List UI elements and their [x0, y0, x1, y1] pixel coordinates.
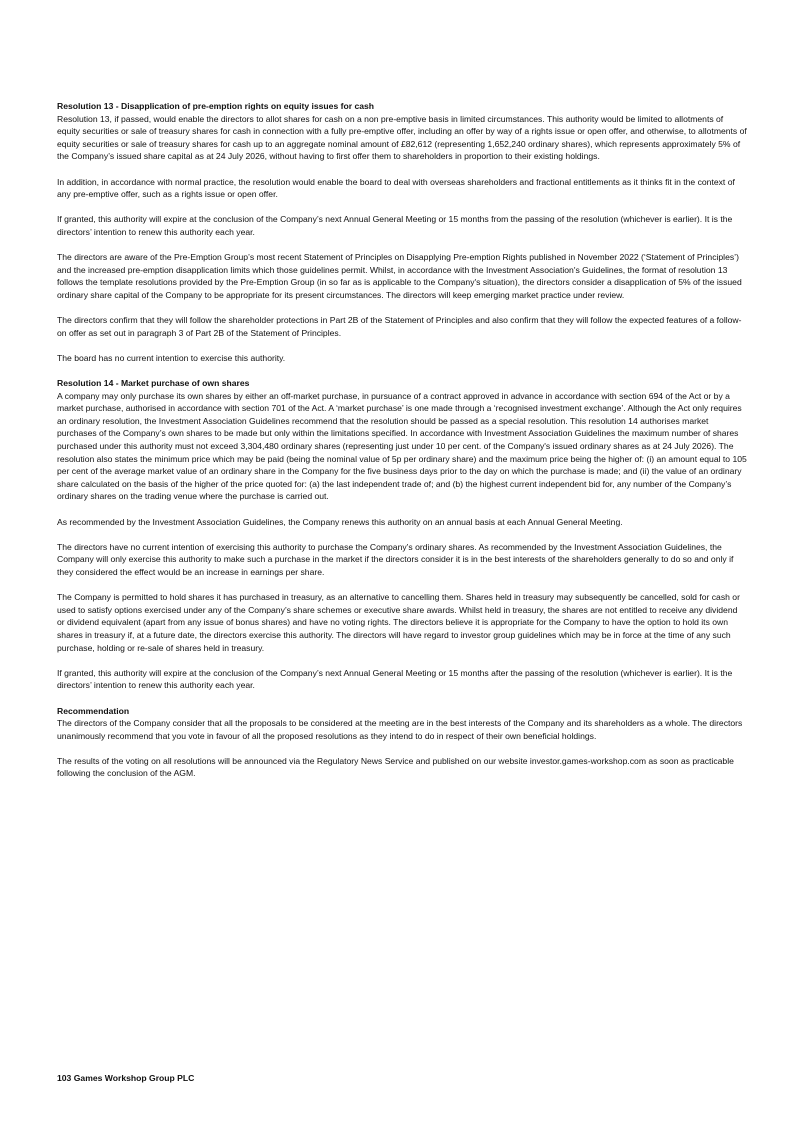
- paragraph: The results of the voting on all resolutions will be announced via the Regulatory News Service and published on our website investor.games-workshop.com as soon as practicable following the conclusion of the AGM.: [57, 755, 734, 779]
- paragraph: A company may only purchase its own shares by either an off-market purchase, in pursuance of a contract approved in advance in accordance with section 694 of the Act or by a market purchase, authorised in accordance with section 701 of the Act. A ‘market purchase’ is one made through a ‘recognised investment exchange’. Although the Act only requires an ordinary resolution, the Investment Association Guidelines recommend that the resolution should be passed as a special resolution. This resolution 14 authorises market purchases of the Company’s own shares to be made but only within the limitations specified. In accordance with Investment Association Guidelines the maximum number of shares purchased under this authority must not exceed 3,304,480 ordinary shares (representing just under 10 per cent. of the Company's issued ordinary shares as at 24 July 2026). The resolution also states the minimum price which may be paid (being the nominal value of 5p per ordinary share) and the maximum price being the higher of: (i) an amount equal to 105 per cent of the average market value of an ordinary share in the Company for the five business days prior to the day on which the purchase is made; and (ii) the value of an ordinary share calculated on the basis of the higher of the price quoted for: (a) the last independent trade of; and (b) the highest current independent bid for, any number of the Company’s ordinary shares on the trading venue where the purchase is carried out.: [57, 390, 747, 502]
- paragraph: The directors have no current intention of exercising this authority to purchase the Company’s ordinary shares. As recommended by the Investment Association Guidelines, the Company will only exercise this authority to make such a purchase in the market if the directors consider it is in the best interests of the shareholders generally to do so and only if they considered the effect would be an increase in earnings per share.: [57, 541, 734, 577]
- document-body: [57, 100, 747, 793]
- paragraph: As recommended by the Investment Association Guidelines, the Company renews this authority on an annual basis at each Annual General Meeting.: [57, 516, 623, 527]
- section-resolution-13: [57, 100, 747, 364]
- paragraph: The Company is permitted to hold shares it has purchased in treasury, as an alternative to cancelling them. Shares held in treasury may subsequently be cancelled, sold for cash or used to satisfy options exercised under any of the Company’s share schemes or executive share awards. Whilst held in treasury, the shares are not entitled to receive any dividend or dividend equivalent (apart from any issue of bonus shares) and have no voting rights. The directors believe it is appropriate for the Company to have the option to hold its own shares in treasury if, at a future date, the directors exercise this authority. The directors will have regard to investor group guidelines which may be in force at the time of any such purchase, holding or re-sale of shares held in treasury.: [57, 592, 740, 653]
- paragraph: The directors confirm that they will follow the shareholder protections in Part 2B of the Statement of Principles and also confirm that they will follow the expected features of a follow-on offer as set out in paragraph 3 of Part 2B of the Statement of Principles.: [57, 315, 742, 338]
- paragraph: In addition, in accordance with normal practice, the resolution would enable the board to deal with overseas shareholders and fractional entitlements as it thinks fit in the context of any pre-emptive offer, such as a rights issue or open offer.: [57, 176, 735, 200]
- paragraph: Resolution 13, if passed, would enable the directors to allot shares for cash on a non pre-emptive basis in limited circumstances. This authority would be limited to allotments of equity securities or sale of treasury shares for cash in connection with a fully pre-emptive offer, including an offer by way of a rights issue or open offer, and otherwise, to allotments of equity securities or sale of treasury shares for cash up to an aggregate nominal amount of £82,612 (representing 1,652,240 ordinary shares), which represents approximately 5% of the Company’s issued share capital as at 24 July 2026, without having to first offer them to shareholders in proportion to their existing holdings.: [57, 113, 747, 162]
- section-heading: Recommendation: [57, 705, 130, 716]
- section-recommendation: [57, 705, 747, 781]
- section-resolution-14: [57, 377, 747, 692]
- section-heading: Resolution 13 - Disapplication of pre-emption rights on equity issues for cash: [57, 101, 375, 111]
- paragraph: If granted, this authority will expire at the conclusion of the Company’s next Annual General Meeting or 15 months from the passing of the resolution (whichever is earlier). It is the directors’ intention to renew this authority each year.: [57, 214, 733, 237]
- paragraph: The directors are aware of the Pre-Emption Group’s most recent Statement of Principles on Disapplying Pre-emption Rights published in November 2022 (‘Statement of Principles’) and the increased pre-emption disapplication limits which those guidelines permit. Whilst, in accordance with the Investment Association's Guidelines, the format of resolution 13 follows the template resolutions provided by the Pre-Emption Group (in so far as is applicable to the Company's situation), the directors consider a disapplication of 5% of the issued ordinary share capital of the Company to be appropriate for its present circumstances. The directors will keep emerging market practice under review.: [57, 252, 742, 300]
- page-footer: 103 Games Workshop Group PLC: [57, 1073, 195, 1083]
- paragraph: The board has no current intention to exercise this authority.: [57, 352, 286, 363]
- paragraph: If granted, this authority will expire at the conclusion of the Company’s next Annual General Meeting or 15 months after the passing of the resolution (whichever is earlier). It is the directors’ intention to renew this authority each year.: [57, 667, 733, 691]
- section-heading: Resolution 14 - Market purchase of own shares: [57, 378, 250, 389]
- paragraph: The directors of the Company consider that all the proposals to be considered at the meeting are in the best interests of the Company and its shareholders as a whole. The directors unanimously recommend that you vote in favour of all the proposed resolutions as they intend to do in respect of their own beneficial holdings.: [57, 718, 743, 741]
